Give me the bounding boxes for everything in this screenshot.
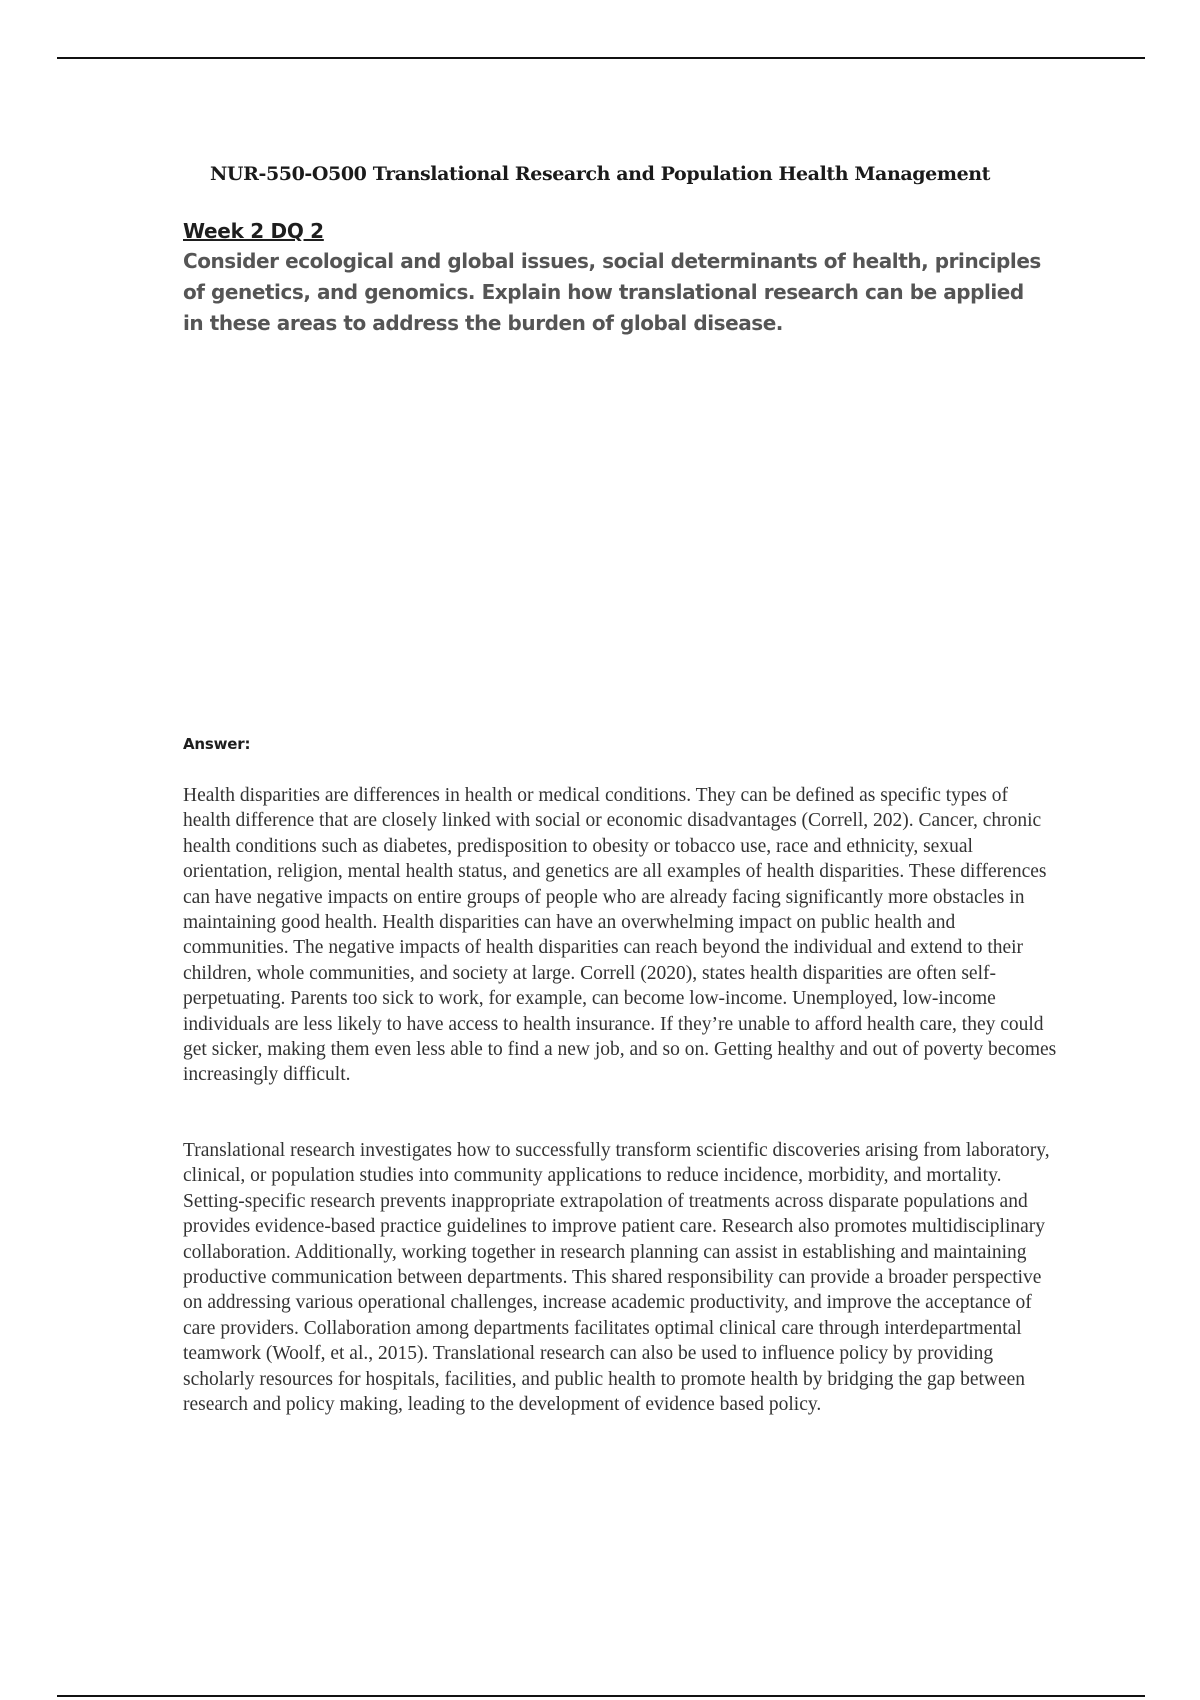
week-label: Week 2 DQ 2 bbox=[183, 219, 324, 243]
answer-paragraph-2: Translational research investigates how to successfully transform scientific discoveries arising from laboratory, clinical, or population studies into community applications to reduce incidence, morbidity, and mortality. Setting-specific research prevents inappropriate extrapolation of treatments across disparate populations and provides evidence-based practice guidelines to improve patient care. Research also promotes multidisciplinary collaboration. Additionally, working together in research planning can assist in establishing and maintaining productive communication between departments. This shared responsibility can provide a broader perspective on addressing various operational challenges, increase academic productivity, and improve the acceptance of care providers. Collaboration among departments facilitates optimal clinical care through interdepartmental teamwork (Woolf, et al., 2015). Translational research can also be used to influence policy by providing scholarly resources for hospitals, facilities, and public health to promote health by bridging the gap between research and policy making, leading to the development of evidence based policy. bbox=[183, 1140, 1050, 1416]
discussion-prompt: Consider ecological and global issues, social determinants of health, principles of genetics, and genomics. Explain how translational research can be applied in these areas to address the burden of global disease. bbox=[183, 249, 1041, 335]
top-rule bbox=[57, 57, 1145, 59]
question-block bbox=[183, 218, 1043, 339]
answer-label: Answer: bbox=[183, 735, 251, 753]
answer-paragraph-1: Health disparities are differences in health or medical conditions. They can be defined as specific types of health difference that are closely linked with social or economic disadvantages (Correll, 202). Cancer, chronic health conditions such as diabetes, predisposition to obesity or tobacco use, race and ethnicity, sexual orientation, religion, mental health status, and genetics are all examples of health disparities. These differences can have negative impacts on entire groups of people who are already facing significantly more obstacles in maintaining good health. Health disparities can have an overwhelming impact on public health and communities. The negative impacts of health disparities can reach beyond the individual and extend to their children, whole communities, and society at large. Correll (2020), states health disparities are often self-perpetuating. Parents too sick to work, for example, can become low-income. Unemployed, low-income individuals are less likely to have access to health insurance. If they’re unable to afford health care, they could get sicker, making them even less able to find a new job, and so on. Getting healthy and out of poverty becomes increasingly difficult. bbox=[183, 785, 1057, 1086]
bottom-rule bbox=[57, 1695, 1145, 1697]
course-title: NUR-550-O500 Translational Research and Population Health Management bbox=[209, 163, 991, 185]
